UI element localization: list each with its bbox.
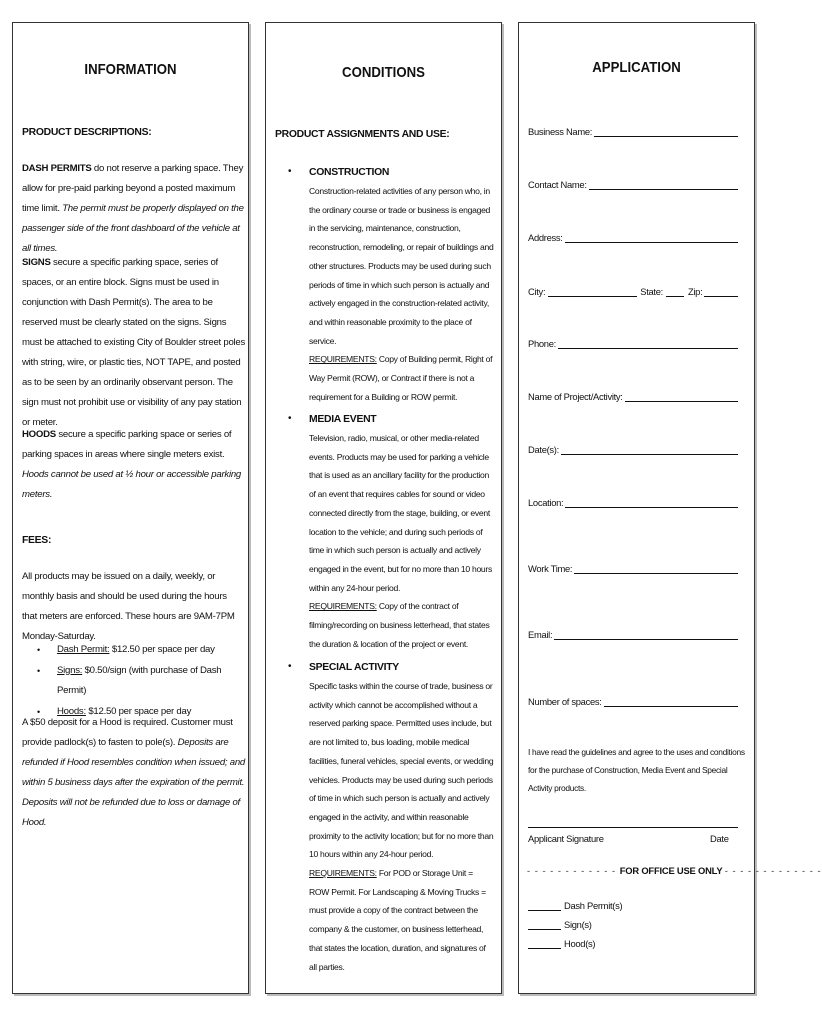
requirements-label: REQUIREMENTS:	[309, 601, 377, 612]
number-of-spaces-field[interactable]	[528, 695, 738, 707]
state-input-line[interactable]	[666, 285, 684, 297]
business-name-field[interactable]	[528, 125, 738, 137]
contact-name-label: Contact Name:	[528, 179, 587, 190]
requirements-text: Copy of Building permit, Right of Way Permit (ROW), or Contract if there is not a requirement for a Building or ROW permit.	[309, 354, 493, 402]
construction-text: Construction-related activities of any person who, in the ordinary course or trade or business is engaged in the servicing, maintenance, construction, reconstruction, remodeling, or repair of buildings and other structures. Products may be used during such periods of time in which such person is actually and actively engaged in the construction-related activity, and within reasonable proximity to the place of service.	[309, 186, 494, 346]
work-time-label: Work Time:	[528, 563, 573, 574]
special-activity-requirements	[309, 864, 494, 976]
address-input-line[interactable]	[565, 231, 738, 243]
office-dash-permits-blank[interactable]	[528, 899, 561, 911]
office-hoods-label: Hood(s)	[564, 938, 596, 949]
deposit-note: Deposits are refunded if Hood resembles condition when issued; and within 5 business days after the expiration of the permit. Deposits will not be refunded due to loss or damage of Hood.	[22, 737, 246, 828]
city-state-zip-row	[528, 285, 738, 297]
phone-label: Phone:	[528, 338, 556, 349]
fee-price: $0.50/sign (with purchase of Dash Permit)	[57, 664, 222, 696]
state-label: State:	[640, 286, 663, 297]
fee-name: Signs:	[57, 664, 83, 676]
requirements-label: REQUIREMENTS:	[309, 868, 377, 879]
hoods-paragraph	[22, 425, 244, 505]
signs-paragraph	[22, 253, 246, 433]
office-dash-permits-label: Dash Permit(s)	[564, 900, 623, 911]
deposit-paragraph	[22, 713, 246, 833]
application-panel	[518, 22, 822, 994]
application-title: APPLICATION	[592, 59, 681, 76]
requirements-label: REQUIREMENTS:	[309, 354, 377, 365]
zip-input-line[interactable]	[704, 285, 738, 297]
product-assignments-heading: PRODUCT ASSIGNMENTS AND USE:	[275, 129, 450, 140]
date-label: Date	[710, 833, 729, 844]
business-name-input-line[interactable]	[594, 125, 738, 137]
fee-item	[57, 640, 248, 661]
email-label: Email:	[528, 629, 553, 640]
construction-heading: CONSTRUCTION	[309, 167, 390, 178]
work-time-input-line[interactable]	[574, 562, 738, 574]
number-of-spaces-label: Number of spaces:	[528, 696, 602, 707]
construction-requirements	[309, 350, 494, 406]
office-hoods-blank[interactable]	[528, 937, 561, 949]
address-field[interactable]	[528, 231, 738, 243]
special-activity-heading: SPECIAL ACTIVITY	[309, 662, 399, 673]
fee-price: $12.50 per space per day	[109, 644, 215, 655]
address-label: Address:	[528, 232, 563, 243]
dash-permits-note: The permit must be properly displayed on the passenger side of the front dashboard of the vehicle at all times.	[22, 203, 244, 254]
media-event-text: Television, radio, musical, or other media-related events. Products may be used for parking a vehicle that is used as an ancillary facility for the production of an event that requires cables for sound or video connected directly from the stage, building, or event location to the vehicle; and during such periods of time in which such person is actually and actively engaged in the event, but for no more than 10 hours within any 24-hour period.	[309, 433, 492, 593]
work-time-field[interactable]	[528, 562, 738, 574]
conditions-panel	[265, 22, 502, 994]
fee-item	[57, 661, 248, 702]
dates-field[interactable]	[528, 443, 738, 455]
dash-permits-text: do not reserve a parking space. They allow for pre-paid parking beyond a posted maximum time limit.	[22, 163, 244, 214]
fees-paragraph	[22, 567, 244, 647]
dash-permits-paragraph	[22, 159, 244, 259]
fee-name: Hoods:	[57, 705, 86, 717]
hoods-text: secure a specific parking space or series of parking spaces in areas where single meters exist.	[22, 429, 232, 460]
applicant-signature-label: Applicant Signature	[528, 833, 604, 844]
media-event-requirements	[309, 597, 494, 653]
signs-term: SIGNS	[22, 257, 51, 268]
media-event-heading: MEDIA EVENT	[309, 414, 377, 425]
project-name-input-line[interactable]	[625, 390, 738, 402]
dates-input-line[interactable]	[561, 443, 738, 455]
bullet-icon: •	[288, 413, 292, 424]
email-field[interactable]	[528, 628, 738, 640]
fee-name: Dash Permit:	[57, 644, 110, 655]
bullet-icon: •	[288, 661, 292, 672]
divider-dashes: - - - - - - - - - - - - -	[724, 865, 822, 876]
office-dash-permits-row	[528, 899, 622, 911]
office-signs-row	[528, 918, 592, 930]
requirements-text: For POD or Storage Unit = ROW Permit. For Landscaping & Moving Trucks = must provide a copy of the contract between the company & the customer, on business letterhead, that states the location, duration, and signatures of all parties.	[309, 868, 486, 972]
email-input-line[interactable]	[554, 628, 738, 640]
agreement-text: I have read the guidelines and agree to the uses and conditions for the purchase of Construction, Media Event and Special Activity products.	[528, 747, 745, 793]
zip-label: Zip:	[687, 286, 703, 297]
project-name-field[interactable]	[528, 390, 738, 402]
dash-permits-term: DASH PERMITS	[22, 163, 92, 174]
phone-field[interactable]	[528, 337, 738, 349]
hoods-term: HOODS	[22, 429, 56, 440]
office-use-divider	[527, 865, 822, 876]
location-input-line[interactable]	[565, 496, 738, 508]
office-signs-label: Sign(s)	[564, 919, 592, 930]
special-activity-text: Specific tasks within the course of trade, business or activity which cannot be accomplished without a reserved parking space. Permitted uses include, but are not limited to, bus loading, mobile medical facilities, funeral vehicles, special events, or wedding vehicles. Products may be used during such periods of time in which such person is actually and actively engaged in the activity, and within reasonable proximity to the activity location; but for no more than 10 hours within any 24-hour period.	[309, 681, 494, 860]
fee-price: $12.50 per space per day	[85, 705, 192, 717]
divider-dashes: - - - - - - - - - - - -	[527, 865, 620, 876]
city-label: City:	[528, 286, 546, 297]
signature-line[interactable]	[528, 827, 738, 828]
number-of-spaces-input-line[interactable]	[604, 695, 738, 707]
office-signs-blank[interactable]	[528, 918, 561, 930]
dates-label: Date(s):	[528, 444, 559, 455]
office-use-label: FOR OFFICE USE ONLY	[619, 865, 723, 876]
phone-input-line[interactable]	[558, 337, 738, 349]
information-title: INFORMATION	[84, 61, 177, 78]
conditions-title: CONDITIONS	[342, 64, 425, 81]
deposit-text: A $50 deposit for a Hood is required. Customer must provide padlock(s) to fasten to pole(s).	[22, 717, 233, 748]
bullet-icon: •	[288, 166, 292, 177]
requirements-text: Copy of the contract of filming/recording on business letterhead, that states the duration & location of the project or event.	[309, 601, 490, 649]
special-activity-section	[309, 658, 494, 976]
city-input-line[interactable]	[548, 285, 637, 297]
contact-name-field[interactable]	[528, 178, 738, 190]
contact-name-input-line[interactable]	[589, 178, 738, 190]
business-name-label: Business Name:	[528, 126, 593, 137]
media-event-section	[309, 410, 494, 653]
fees-heading: FEES:	[22, 535, 52, 546]
hoods-note: Hoods cannot be used at ½ hour or accessible parking meters.	[22, 469, 241, 500]
location-field[interactable]	[528, 496, 738, 508]
fees-text: All products may be issued on a daily, weekly, or monthly basis and should be used during the hours that meters are enforced. These hours are 9AM-7PM Monday-Saturday.	[22, 571, 235, 642]
fee-list	[57, 640, 248, 722]
signs-text: secure a specific parking space, series of spaces, or an entire block. Signs must be used in conjunction with Dash Permit(s). The area to be reserved must be clearly stated on the signs. Signs must be attached to existing City of Boulder street poles with string, wire, or plastic ties, NOT TAPE, and posted as to be seen by an ordinarily observant person. The sign must not prohibit use or visibility of any pay station or meter.	[22, 257, 246, 428]
project-name-label: Name of Project/Activity:	[528, 391, 623, 402]
product-descriptions-heading: PRODUCT DESCRIPTIONS:	[22, 127, 152, 138]
construction-section	[309, 163, 494, 406]
office-hoods-row	[528, 937, 595, 949]
location-label: Location:	[528, 497, 564, 508]
information-panel	[12, 22, 249, 994]
